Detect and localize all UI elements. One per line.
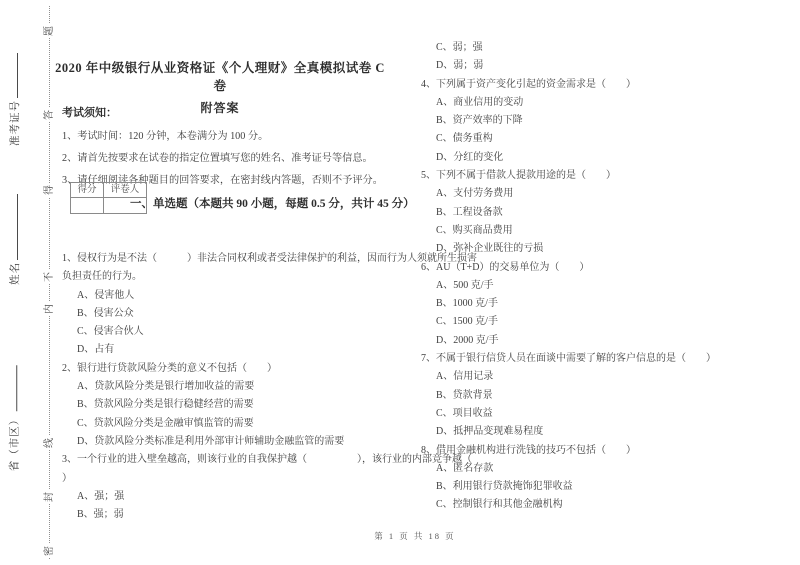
sidebar-field — [7, 53, 22, 146]
sidebar-field-blank — [8, 53, 18, 98]
option-text: C、1500 克/手 — [436, 316, 498, 328]
option-text: D、分红的变化 — [436, 151, 504, 163]
question-text: 8、借用金融机构进行洗钱的技巧不包括（ ） — [421, 444, 636, 456]
score-value-cell — [71, 198, 104, 214]
option-text: B、侵害公众 — [77, 307, 134, 319]
option-text: A、商业信用的变动 — [436, 96, 524, 108]
notice-heading: 考试须知： — [62, 107, 117, 119]
seal-line-char: 密 — [44, 546, 55, 556]
questions-right-column — [421, 39, 789, 515]
option-text: B、强；弱 — [77, 509, 124, 521]
option-text: B、1000 克/手 — [436, 298, 498, 310]
question-text: 2、银行进行贷款风险分类的意义不包括（ ） — [62, 362, 277, 374]
question-text: 7、不属于银行信贷人员在面谈中需要了解的客户信息的是（ ） — [421, 353, 716, 365]
sidebar-field-blank — [7, 366, 17, 412]
sidebar-field — [7, 194, 22, 285]
option-text: A、匿名存款 — [436, 462, 494, 474]
option-text: A、500 克/手 — [436, 279, 494, 291]
question-text: 3、一个行业的进入壁垒越高，则该行业的自我保护越（ ），该行业的内部竞争越（ — [62, 454, 472, 466]
option-text: C、弱；强 — [436, 42, 483, 53]
option-text: D、弱；弱 — [436, 60, 484, 72]
exam-notice — [62, 104, 412, 192]
grader-header-cell: 评卷人 — [104, 183, 147, 198]
option-text: C、购买商品费用 — [436, 224, 513, 236]
notice-item: 1、考试时间：120 分钟，本卷满分为 100 分。 — [62, 131, 269, 142]
sidebar-field-label: 省（市区） — [9, 413, 21, 472]
option-text: A、强；强 — [77, 490, 125, 502]
sidebar-field-blank — [8, 194, 18, 260]
seal-line-char: 线 — [44, 438, 55, 448]
question-text-continuation: ） — [62, 472, 72, 484]
sidebar-field-label: 准考证号 — [9, 100, 21, 146]
option-text: A、信用记录 — [436, 371, 494, 383]
option-text: D、2000 克/手 — [436, 334, 499, 346]
score-header-cell: 得分 — [71, 183, 104, 198]
question-text: 4、下列属于资产变化引起的资金需求是（ ） — [421, 78, 636, 90]
option-text: C、债务重构 — [436, 133, 493, 145]
question-text: 6、AU（T+D）的交易单位为（ ） — [421, 261, 590, 273]
seal-line-char: 封 — [44, 492, 55, 502]
option-text: D、弥补企业既往的亏损 — [436, 243, 544, 255]
option-text: D、抵押品变现难易程度 — [436, 426, 544, 438]
option-text: B、贷款风险分类是银行稳健经营的需要 — [77, 399, 254, 411]
option-text: C、侵害合伙人 — [77, 326, 144, 338]
option-text: C、贷款风险分类是金融审慎监管的需要 — [77, 417, 254, 429]
option-text: A、支付劳务费用 — [436, 188, 514, 200]
page-number-footer: 第 1 页 共 18 页 — [374, 531, 456, 541]
option-text: C、项目收益 — [436, 407, 493, 419]
seal-line-char: 不 — [44, 272, 55, 282]
page-title: 2020 年中级银行从业资格证《个人理财》全真模拟试卷 C 卷 — [55, 61, 385, 93]
sidebar-field-label: 姓名 — [9, 262, 21, 285]
option-text: B、工程设备款 — [436, 206, 503, 218]
question-text: 1、侵权行为是不法（ ）非法合同权利或者受法律保护的利益，因而行为人须就所生损害 — [62, 253, 477, 264]
option-text: D、占有 — [77, 344, 115, 356]
question-text-continuation: 负担责任的行为。 — [62, 271, 142, 283]
sidebar-field — [6, 366, 21, 472]
section-heading: 一、单选题（本题共 90 小题，每题 0.5 分，共计 45 分） — [130, 198, 415, 210]
seal-line-char: 答 — [44, 110, 55, 120]
option-text: B、贷款背景 — [436, 389, 493, 401]
option-text: B、利用银行贷款掩饰犯罪收益 — [436, 481, 573, 493]
page-subtitle: 附答案 — [200, 101, 240, 115]
option-text: A、侵害他人 — [77, 289, 135, 301]
seal-line-char: 题 — [44, 26, 55, 36]
question-text: 5、下列不属于借款人提款用途的是（ ） — [421, 170, 616, 182]
seal-line-char: 得 — [44, 185, 55, 195]
option-text: D、贷款风险分类标准是利用外部审计师辅助金融监管的需要 — [77, 435, 345, 447]
notice-item: 3、请仔细阅读各种题目的回答要求，在密封线内答题，否则不予评分。 — [62, 175, 383, 186]
notice-item: 2、请首先按要求在试卷的指定位置填写您的姓名、准考证号等信息。 — [62, 153, 373, 164]
option-text: A、贷款风险分类是银行增加收益的需要 — [77, 381, 255, 393]
seal-line-char: 内 — [44, 304, 55, 314]
option-text: B、资产效率的下降 — [436, 115, 523, 127]
option-text: C、控制银行和其他金融机构 — [436, 499, 563, 511]
